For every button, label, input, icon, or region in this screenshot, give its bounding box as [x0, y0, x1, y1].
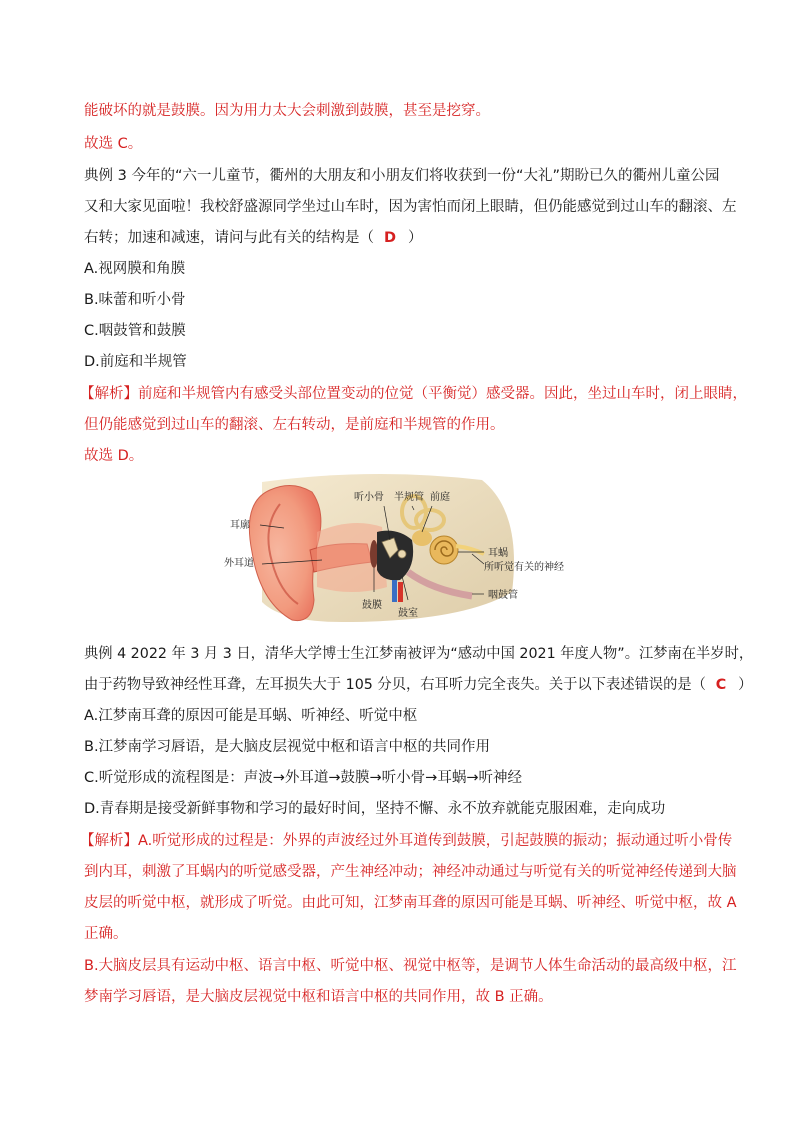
close-bracket: ） [408, 230, 423, 246]
label-auricle: 耳廓 [230, 520, 250, 531]
question-3-stem: 又和大家见面啦！我校舒盛源同学坐过山车时，因为害怕而闭上眼睛，但仍能感觉到过山车的翻滚、左 [84, 199, 737, 215]
question-3-stem: 典例 3 今年的“六一儿童节，衢州的大朋友和小朋友们将收获到一份“大礼”期盼已久的衢州儿童公园 [84, 168, 720, 184]
label-cochlea: 耳蜗 [488, 548, 508, 559]
option-b: B.味蕾和听小骨 [84, 292, 186, 308]
analysis-line: B.大脑皮层具有运动中枢、语言中枢、听觉中枢、视觉中枢等，是调节人体生命活动的最高级中枢，江 [84, 958, 737, 974]
label-ossicles: 听小骨 [354, 492, 384, 503]
label-semicircular-canals: 半规管 [394, 492, 424, 503]
label-eustachian-tube: 咽鼓管 [488, 590, 518, 601]
answer-q3: D [384, 230, 397, 246]
label-tympanic-cavity: 鼓室 [398, 608, 418, 619]
question-4-stem-end [84, 675, 752, 695]
text-line: 能破坏的就是鼓膜。因为用力太大会刺激到鼓膜，甚至是挖穿。 [84, 103, 490, 119]
option-a: A.视网膜和角膜 [84, 261, 186, 277]
option-b: B.江梦南学习唇语，是大脑皮层视觉中枢和语言中枢的共同作用 [84, 739, 491, 755]
analysis-line: 【解析】A.听觉形成的过程是：外界的声波经过外耳道传到鼓膜，引起鼓膜的振动；振动通过听小骨传 [80, 833, 733, 849]
label-eardrum: 鼓膜 [362, 600, 382, 611]
question-4-stem: 典例 4 2022 年 3 月 3 日，清华大学博士生江梦南被评为“感动中国 2021 年度人物”。江梦南在半岁时， [84, 646, 754, 662]
analysis-line: 但仍能感觉到过山车的翻滚、左右转动，是前庭和半规管的作用。 [84, 417, 505, 433]
text-segment: 右转；加速和减速，请问与此有关的结构是（ [84, 230, 374, 246]
label-vestibule: 前庭 [430, 492, 450, 503]
option-d: D.青春期是接受新鲜事物和学习的最好时间，坚持不懈、永不放弃就能克服困难，走向成功 [84, 801, 666, 817]
option-d: D.前庭和半规管 [84, 354, 187, 370]
analysis-line: 皮层的听觉中枢，就形成了听觉。由此可知，江梦南耳聋的原因可能是耳蜗、听神经、听觉中枢，故 A [84, 895, 737, 911]
option-a: A.江梦南耳聋的原因可能是耳蜗、听神经、听觉中枢 [84, 708, 418, 724]
answer-line: 故选 D。 [84, 448, 144, 464]
analysis-line: 到内耳，刺激了耳蜗内的听觉感受器，产生神经冲动；神经冲动通过与听觉有关的听觉神经传递到大脑 [84, 864, 737, 880]
close-bracket: ） [738, 677, 753, 693]
text-segment: 由于药物导致神经性耳聋，左耳损失大于 105 分贝，右耳听力完全丧失。关于以下表述错误的是（ [84, 677, 706, 693]
label-ear-canal: 外耳道 [224, 558, 254, 569]
analysis-line: 正确。 [84, 926, 128, 942]
ear-anatomy-figure [222, 472, 572, 627]
analysis-line: 梦南学习唇语，是大脑皮层视觉中枢和语言中枢的共同作用，故 B 正确。 [84, 989, 553, 1005]
answer-q4: C [715, 677, 727, 693]
option-c: C.听觉形成的流程图是：声波→外耳道→鼓膜→听小骨→耳蜗→听神经 [84, 770, 522, 786]
option-c: C.咽鼓管和鼓膜 [84, 323, 186, 339]
text-line: 故选 C。 [84, 136, 143, 152]
question-3-stem-end [84, 228, 423, 248]
label-auditory-nerve: 所听觉有关的神经 [484, 562, 564, 573]
analysis-line: 【解析】前庭和半规管内有感受头部位置变动的位觉（平衡觉）感受器。因此，坐过山车时，闭上眼睛， [80, 386, 747, 402]
